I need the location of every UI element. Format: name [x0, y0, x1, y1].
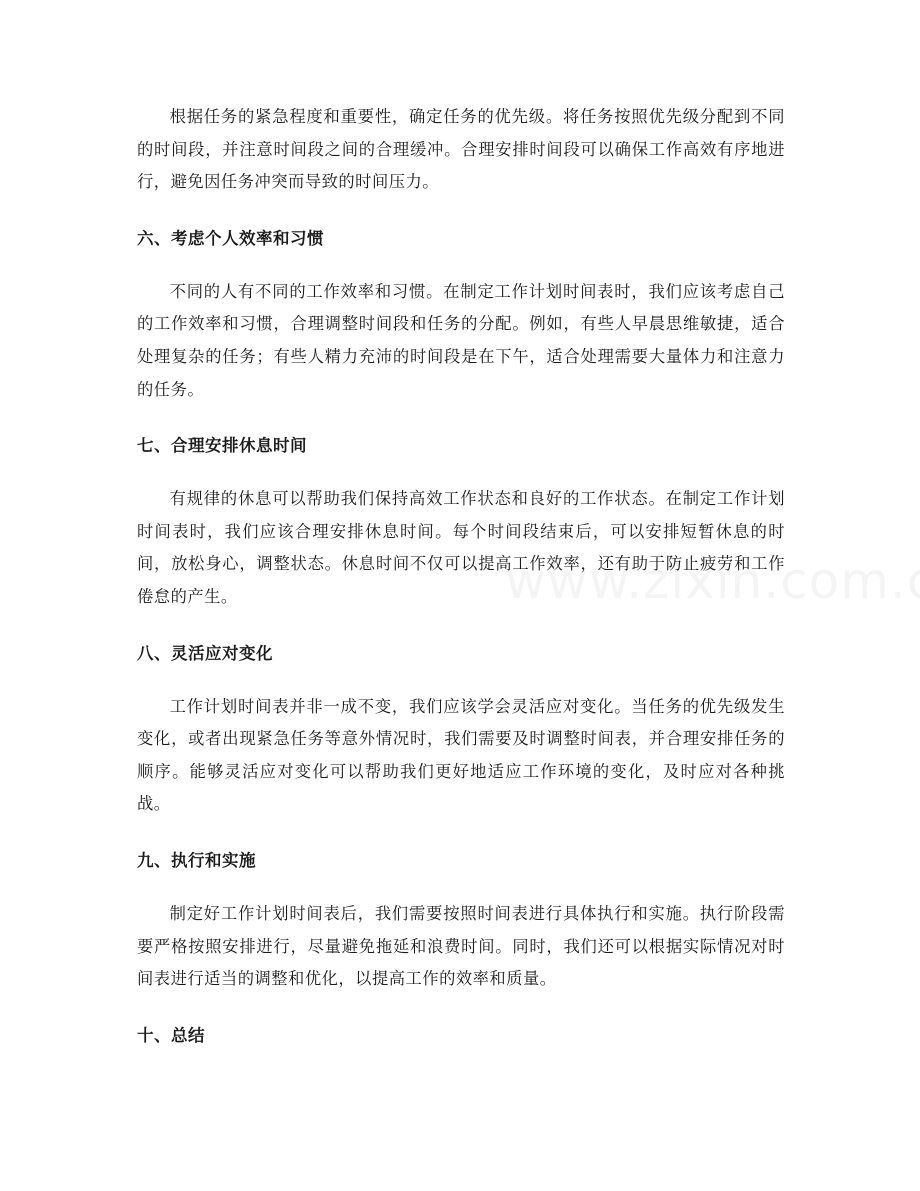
paragraph-section-7: 有规律的休息可以帮助我们保持高效工作状态和良好的工作状态。在制定工作计划时间表时，我们应该合理安排休息时间。每个时间段结束后，可以安排短暂休息的时间，放松身心，调整状态。休息时间不仅可以提高工作效率，还有助于防止疲劳和工作倦怠的产生。 [137, 489, 785, 606]
paragraph-priority: 根据任务的紧急程度和重要性，确定任务的优先级。将任务按照优先级分配到不同的时间段，并注意时间段之间的合理缓冲。合理安排时间段可以确保工作高效有序地进行，避免因任务冲突而导致的时间压力。 [137, 107, 785, 192]
paragraph-section-9: 制定好工作计划时间表后，我们需要按照时间表进行具体执行和实施。执行阶段需要严格按照安排进行，尽量避免拖延和浪费时间。同时，我们还可以根据实际情况对时间表进行适当的调整和优化，以提高工作的效率和质量。 [137, 903, 785, 989]
heading-section-10: 十、总结 [137, 1025, 205, 1045]
heading-section-7: 七、合理安排休息时间 [137, 436, 307, 456]
heading-section-6: 六、考虑个人效率和习惯 [137, 228, 324, 248]
heading-section-8: 八、灵活应对变化 [137, 643, 273, 663]
paragraph-section-8: 工作计划时间表并非一成不变，我们应该学会灵活应对变化。当任务的优先级发生变化，或者出现紧急任务等意外情况时，我们需要及时调整时间表，并合理安排任务的顺序。能够灵活应对变化可以帮助我们更好地适应工作环境的变化，及时应对各种挑战。 [137, 696, 785, 814]
heading-section-9: 九、执行和实施 [137, 850, 256, 870]
paragraph-section-6: 不同的人有不同的工作效率和习惯。在制定工作计划时间表时，我们应该考虑自己的工作效率和习惯，合理调整时间段和任务的分配。例如，有些人早晨思维敏捷，适合处理复杂的任务；有些人精力充沛的时间段是在下午，适合处理需要大量体力和注意力的任务。 [137, 281, 785, 399]
document-body [137, 101, 785, 1073]
